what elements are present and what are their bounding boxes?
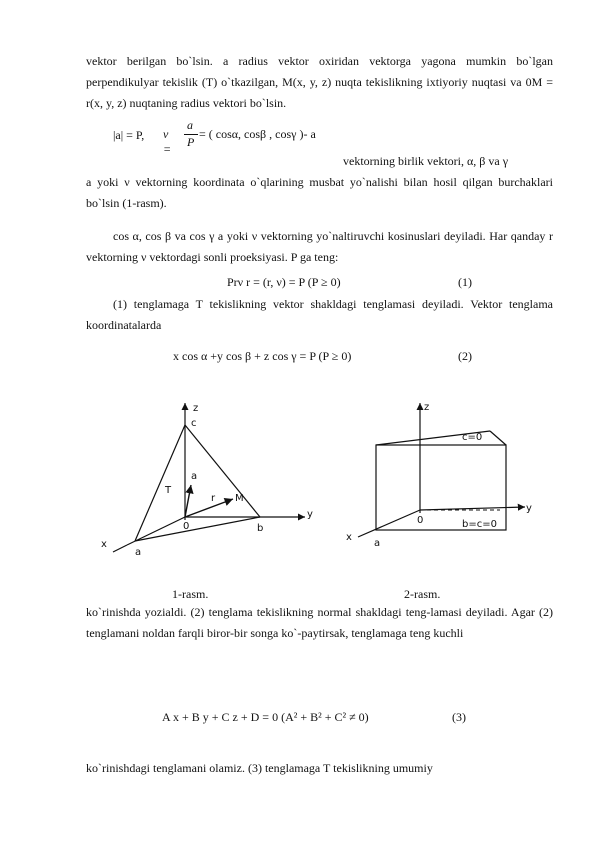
figure-2-diagram — [340, 395, 545, 560]
paragraph-3: cos α, cos β va cos γ a yoki ν vektorning yo`naltiruvchi kosinuslari deyiladi. Har qanday r vektorning ν vektordagi sonli proeksiyasi. P ga teng: — [86, 229, 553, 264]
figure-2-caption: 2-rasm. — [404, 587, 441, 601]
paragraph-6: ko`rinishdagi tenglamani olamiz. (3) tenglamaga T tekislikning umumiy — [86, 761, 433, 775]
paragraph-1: vektor berilgan bo`lsin. a radius vektor oxiridan vektorga yagona mumkin bo`lgan perpendikulyar tekislik (T) o`tkazilgan, M(x, y, z) nuqta tekislikning ixtiyoriy nuqtasi va 0M = r(x, y, z) nuqtaning radius vektori bo`lsin. — [86, 54, 553, 110]
vector-r — [185, 499, 233, 517]
plane-top-right-edge — [490, 431, 506, 445]
label-a-point: a — [135, 547, 142, 558]
label-T: T — [165, 485, 172, 496]
equation-2: x cos α +y cos β + z cos γ = P (P ≥ 0) — [173, 349, 352, 363]
label-z: z — [424, 402, 430, 413]
plane-edge-ca — [135, 425, 185, 541]
formula-lhs: ν = — [163, 127, 172, 156]
equation-3: A x + B y + C z + D = 0 (A² + B² + C² ≠ 0) — [162, 710, 369, 724]
plane-front — [376, 445, 506, 530]
equation-3-number: (3) — [452, 710, 466, 724]
label-y: y — [307, 509, 313, 520]
figure-1-caption: 1-rasm. — [172, 587, 209, 601]
label-a-point: a — [374, 538, 381, 549]
label-M: M — [235, 493, 244, 504]
label-a-vector: a — [191, 471, 198, 482]
label-z: z — [193, 403, 199, 414]
modulus-a: |a| = P, — [113, 128, 145, 142]
x-axis-extend — [113, 545, 127, 552]
x-axis — [358, 510, 420, 537]
label-c0: c=0 — [462, 432, 483, 443]
paragraph-2-tail: vektorning birlik vektori, α, β va γ — [343, 154, 508, 168]
plane-edge-ab — [135, 517, 260, 541]
equation-2-number: (2) — [458, 349, 472, 363]
label-origin: 0 — [183, 521, 190, 532]
equation-1-number: (1) — [458, 275, 472, 289]
label-b: b — [257, 523, 264, 534]
paragraph-4: (1) tenglamaga T tekislikning vektor shakldagi tenglamasi deyiladi. Vektor tenglama koordinatalarda — [86, 297, 553, 332]
formula-denominator: P — [187, 135, 195, 149]
formula-rhs: = ( cosα, cosβ , cosγ )- a — [199, 127, 316, 141]
label-origin: 0 — [417, 515, 424, 526]
paragraph-5: ko`rinishda yozialdi. (2) tenglama tekislikning normal shakldagi teng-lamasi deyiladi. Agar (2) tenglamani noldan farqli biror-bir songa ko`-paytirsak, tenglamaga teng kuchli — [86, 605, 553, 640]
label-y: y — [526, 503, 532, 514]
label-bc0: b=c=0 — [462, 519, 497, 530]
formula-numerator: a — [187, 118, 193, 132]
paragraph-2: a yoki ν vektorning koordinata o`qlarining musbat yo`nalishi bilan hosil qilgan burchaklari bo`lsin (1-rasm). — [86, 175, 553, 210]
figure-1-diagram — [95, 395, 325, 565]
label-c: c — [191, 418, 197, 429]
vector-a — [185, 485, 191, 517]
label-r: r — [211, 493, 216, 504]
label-x: x — [346, 532, 352, 543]
label-x: x — [101, 539, 107, 550]
equation-1: Prν r = (r, ν) = P (P ≥ 0) — [227, 275, 341, 289]
